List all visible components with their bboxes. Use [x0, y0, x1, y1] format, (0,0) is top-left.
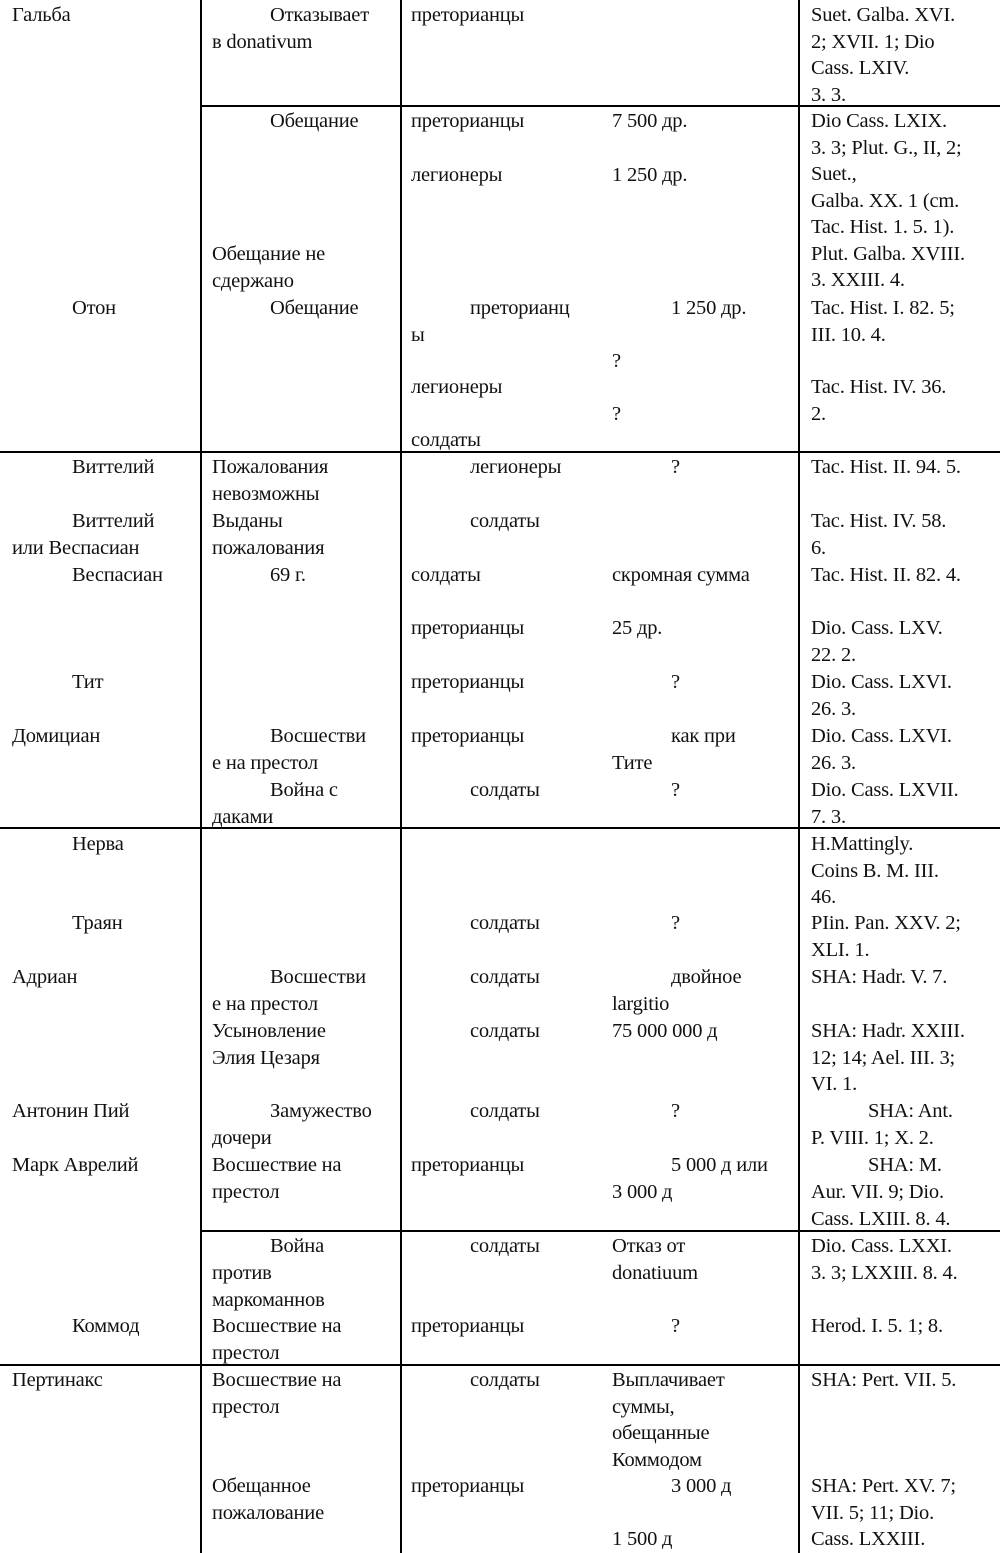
- table-cell-text: в donativum: [212, 31, 313, 53]
- table-cell-text: 7 500 др.: [612, 110, 688, 132]
- table-cell-text: е на престол: [212, 993, 318, 1015]
- table-cell-text: Cass. LXIV.: [811, 57, 910, 79]
- table-cell-text: легионеры: [470, 456, 562, 478]
- table-cell-text: Восшестви: [270, 966, 366, 988]
- table-cell-text: 3. 3; LXXIII. 8. 4.: [811, 1261, 958, 1284]
- table-cell-text: Пертинакс: [12, 1369, 103, 1391]
- table-cell-text: преторианцы: [411, 1475, 525, 1497]
- table-cell-text: Herod. I. 5. 1; 8.: [811, 1315, 943, 1337]
- table-cell-text: VII. 5; 11; Dio.: [811, 1501, 935, 1524]
- table-cell-text: ?: [671, 456, 680, 478]
- table-cell-text: Cass. LXIII. 8. 4.: [811, 1207, 951, 1230]
- table-cell-text: Suet.,: [811, 163, 857, 185]
- table-cell-text: дочери: [212, 1127, 272, 1149]
- row-divider: [0, 827, 1000, 829]
- table-cell-text: donatiuum: [612, 1261, 698, 1284]
- table-cell-text: 3 000 д: [612, 1181, 673, 1203]
- table-cell-text: 1 250 др.: [671, 297, 747, 319]
- table-cell-text: легионеры: [411, 376, 503, 398]
- table-cell-text: ?: [671, 912, 680, 934]
- table-cell-text: Веспасиан: [72, 564, 163, 586]
- table-cell-text: Элия Цезаря: [212, 1046, 320, 1069]
- table-cell-text: преторианцы: [411, 1154, 525, 1176]
- table-cell-text: как при: [671, 725, 736, 747]
- table-cell-text: Dio. Cass. LXVI.: [811, 725, 952, 747]
- row-divider: [0, 451, 1000, 453]
- table-cell-text: обещанные: [612, 1422, 710, 1444]
- table-cell-text: 5 000 д или: [671, 1154, 768, 1176]
- table-cell-text: Tac. Hist. IV. 36.: [811, 376, 947, 398]
- table-cell-text: H.Mattingly.: [811, 833, 914, 855]
- table-cell-text: P. VIII. 1; X. 2.: [811, 1127, 934, 1149]
- table-cell-text: 2; XVII. 1; Dio: [811, 30, 935, 53]
- table-cell-text: преторианц: [470, 297, 570, 319]
- table-cell-text: Усыновление: [212, 1020, 326, 1042]
- table-cell-text: Отказ от: [612, 1235, 686, 1257]
- table-cell-text: 1 500 д: [612, 1528, 673, 1550]
- table-cell-text: Виттелий: [72, 510, 155, 532]
- table-cell-text: 25 др.: [612, 617, 663, 639]
- table-cell-text: против: [212, 1262, 272, 1284]
- table-cell-text: Dio. Cass. LXVI.: [811, 671, 952, 693]
- table-cell-text: Обещание: [270, 297, 359, 319]
- row-divider: [0, 1364, 1000, 1366]
- table-cell-text: SHA: Hadr. V. 7.: [811, 966, 948, 988]
- table-cell-text: SHA: Pert. XV. 7;: [811, 1475, 956, 1497]
- table-cell-text: Aur. VII. 9; Dio.: [811, 1181, 944, 1203]
- table-cell-text: Выплачивает: [612, 1369, 725, 1391]
- table-cell-text: Восшестви: [270, 725, 366, 747]
- table-cell-text: пожалования: [212, 536, 325, 559]
- table-cell-text: 75 000 000 д: [612, 1020, 718, 1042]
- table-cell-text: 7. 3.: [811, 805, 846, 828]
- table-cell-text: Гальба: [12, 4, 71, 26]
- table-cell-text: Tac. Hist. I. 82. 5;: [811, 297, 955, 319]
- table-cell-text: Tac. Hist. II. 94. 5.: [811, 456, 961, 478]
- table-cell-text: Отказывает: [270, 4, 369, 26]
- table-cell-text: Cass. LXXIII.: [811, 1528, 926, 1550]
- table-cell-text: скромная сумма: [612, 564, 750, 586]
- table-cell-text: Тит: [72, 671, 104, 693]
- table-cell-text: Восшествие на: [212, 1154, 342, 1176]
- column-divider-source: [798, 0, 800, 1553]
- table-cell-text: Coins B. M. III.: [811, 859, 939, 882]
- table-cell-text: Tac. Hist. II. 82. 4.: [811, 564, 961, 586]
- table-cell-text: 3 000 д: [671, 1475, 732, 1497]
- table-cell-text: ?: [612, 403, 621, 425]
- table-cell-text: SHA: Ant.: [868, 1100, 953, 1122]
- table-cell-text: Домициан: [12, 725, 101, 747]
- table-cell-text: Обещанное: [212, 1475, 311, 1497]
- table-cell-text: солдаты: [470, 1020, 540, 1042]
- table-cell-text: ?: [671, 1100, 680, 1122]
- table-cell-text: солдаты: [470, 779, 540, 801]
- table-cell-text: Тите: [612, 752, 653, 774]
- table-cell-text: Траян: [72, 912, 123, 934]
- table-cell-text: XLI. 1.: [811, 938, 870, 961]
- table-cell-text: largitio: [612, 993, 670, 1015]
- table-cell-text: Война с: [270, 779, 338, 801]
- table-cell-text: солдаты: [411, 564, 481, 586]
- table-cell-text: Война: [270, 1235, 324, 1257]
- table-cell-text: преторианцы: [411, 4, 525, 26]
- table-cell-text: невозможны: [212, 482, 320, 505]
- table-cell-text: 1 250 др.: [612, 164, 688, 186]
- table-cell-text: даками: [212, 806, 274, 828]
- table-cell-text: пожалование: [212, 1501, 324, 1524]
- table-cell-text: преторианцы: [411, 725, 525, 747]
- table-cell-text: преторианцы: [411, 1315, 525, 1337]
- table-cell-text: Отон: [72, 297, 116, 319]
- table-cell-text: е на престол: [212, 752, 318, 774]
- table-cell-text: Tac. Hist. 1. 5. 1).: [811, 216, 955, 238]
- table-cell-text: преторианцы: [411, 671, 525, 693]
- table-cell-text: суммы,: [612, 1395, 675, 1418]
- table-cell-text: Марк Аврелий: [12, 1154, 139, 1176]
- table-cell-text: Dio. Cass. LXVII.: [811, 779, 959, 801]
- table-cell-text: Восшествие на: [212, 1369, 342, 1391]
- table-cell-text: Обещание не: [212, 243, 325, 265]
- table-cell-text: Выданы: [212, 510, 283, 532]
- table-cell-text: 12; 14; Ael. III. 3;: [811, 1046, 956, 1069]
- table-cell-text: 3. 3.: [811, 83, 846, 106]
- table-cell-text: Адриан: [12, 966, 78, 988]
- table-cell-text: 46.: [811, 886, 837, 908]
- table-cell-text: двойное: [671, 966, 742, 988]
- table-cell-text: Plut. Galba. XVIII.: [811, 242, 965, 265]
- table-cell-text: Пожалования: [212, 456, 329, 478]
- table-cell-text: Dio. Cass. LXXI.: [811, 1235, 952, 1257]
- column-divider-recipient: [400, 0, 402, 1553]
- table-cell-text: ы: [411, 324, 425, 346]
- table-cell-text: Нерва: [72, 833, 124, 855]
- table-cell-text: солдаты: [470, 1100, 540, 1122]
- table-cell-text: PIin. Pan. XXV. 2;: [811, 912, 961, 934]
- table-cell-text: VI. 1.: [811, 1073, 858, 1095]
- table-cell-text: Коммод: [72, 1315, 140, 1337]
- table-cell-text: ?: [671, 671, 680, 693]
- table-cell-text: солдаты: [470, 912, 540, 934]
- row-divider: [200, 105, 1000, 107]
- table-cell-text: ?: [671, 779, 680, 801]
- table-cell-text: 3. XXIII. 4.: [811, 269, 905, 291]
- table-cell-text: Восшествие на: [212, 1315, 342, 1337]
- table-cell-text: Galba. XX. 1 (cm.: [811, 189, 960, 212]
- table-cell-text: SHA: M.: [868, 1154, 942, 1176]
- table-cell-text: солдаты: [470, 966, 540, 988]
- table-cell-text: солдаты: [470, 1235, 540, 1257]
- table-cell-text: престол: [212, 1395, 280, 1418]
- table-cell-text: престол: [212, 1341, 280, 1364]
- table-cell-text: преторианцы: [411, 617, 525, 639]
- table-cell-text: легионеры: [411, 164, 503, 186]
- table-cell-text: или Веспасиан: [12, 537, 140, 559]
- table-cell-text: SHA: Hadr. XXIII.: [811, 1020, 965, 1042]
- table-cell-text: Dio. Cass. LXV.: [811, 617, 943, 639]
- table-cell-text: престол: [212, 1180, 280, 1203]
- table-cell-text: ?: [671, 1315, 680, 1337]
- table-cell-text: 26. 3.: [811, 751, 856, 774]
- table-cell-text: солдаты: [411, 429, 481, 451]
- table-cell-text: Обещание: [270, 110, 359, 132]
- table-cell-text: 2.: [811, 402, 826, 425]
- column-divider-event: [200, 0, 202, 1553]
- table-cell-text: ?: [612, 350, 621, 372]
- table-cell-text: III. 10. 4.: [811, 323, 886, 346]
- table-cell-text: 69 г.: [270, 564, 306, 586]
- table-cell-text: Tac. Hist. IV. 58.: [811, 510, 947, 532]
- table-cell-text: 3. 3; Plut. G., II, 2;: [811, 136, 962, 159]
- table-cell-text: Dio Cass. LXIX.: [811, 110, 947, 132]
- table-cell-text: 6.: [811, 536, 826, 559]
- table-cell-text: маркоманнов: [212, 1288, 325, 1311]
- table-cell-text: Антонин Пий: [12, 1100, 130, 1122]
- table-cell-text: Suet. Galba. XVI.: [811, 4, 956, 26]
- table-cell-text: Замужество: [270, 1100, 372, 1122]
- table-cell-text: Коммодом: [612, 1448, 702, 1471]
- table-cell-text: 26. 3.: [811, 697, 856, 720]
- table-cell-text: Виттелий: [72, 456, 155, 478]
- table-cell-text: SHA: Pert. VII. 5.: [811, 1369, 957, 1391]
- table-cell-text: преторианцы: [411, 110, 525, 132]
- table-cell-text: сдержано: [212, 269, 294, 292]
- table-cell-text: 22. 2.: [811, 643, 856, 666]
- table-cell-text: солдаты: [470, 1369, 540, 1391]
- table-cell-text: солдаты: [470, 510, 540, 532]
